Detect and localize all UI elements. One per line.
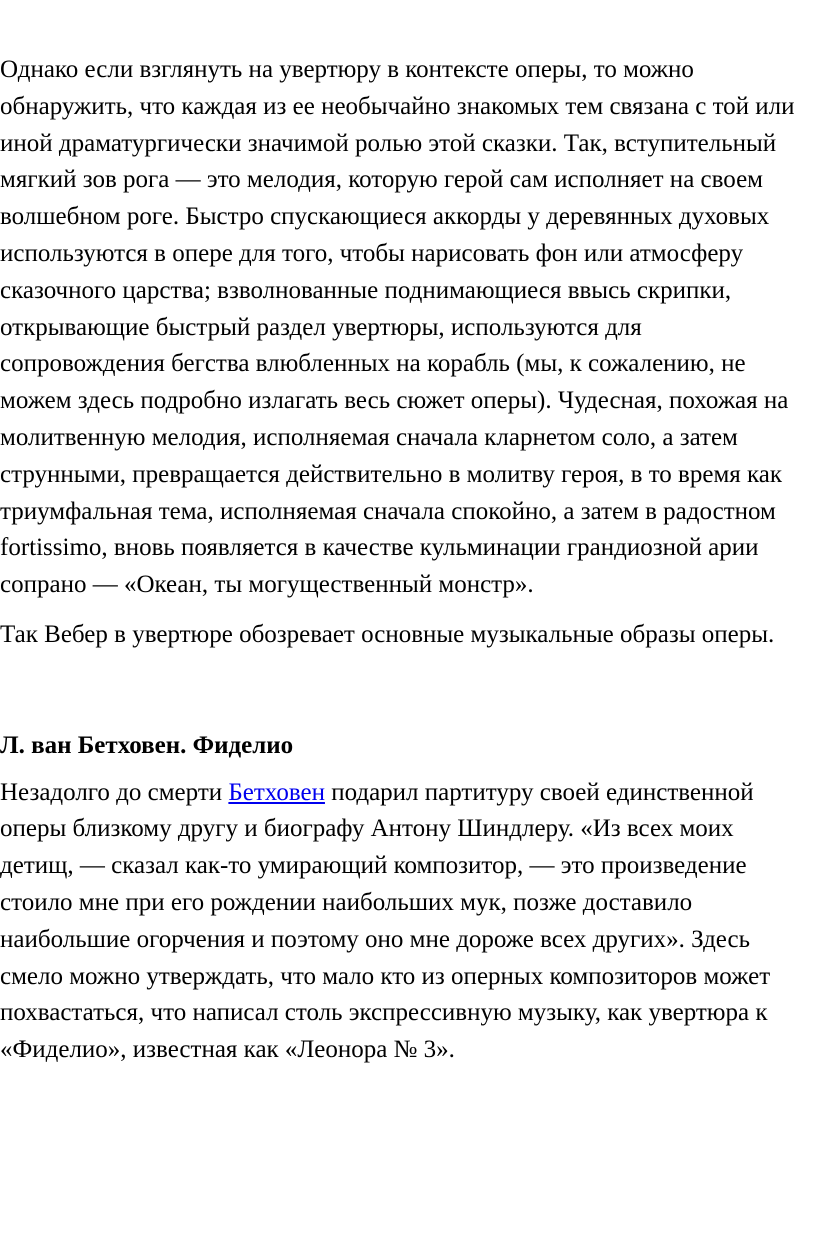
section-heading: Л. ван Бетховен. Фиделио	[0, 731, 294, 759]
paragraph-weber-summary: Так Вебер в увертюре обозревает основные музыкальные образы оперы.	[0, 620, 775, 648]
paragraph-weber-overture: Однако если взглянуть на увертюру в контексте оперы, то можно обнаружить, что каждая из ее необычайно знакомых тем связана с той или иной драматургически значимой ролью этой сказки. Так, вступительный мягкий зов рога — это мелодия, которую герой сам исполняет на своем волшебном роге. Быстро спускающиеся аккорды у деревянных духовых используются в опере для того, чтобы нарисовать фон или атмосферу сказочного царства; взволнованные поднимающиеся ввысь скрипки, открывающие быстрый раздел увертюры, используются для сопровождения бегства влюбленных на корабль (мы, к сожалению, не можем здесь подробно излагать весь сюжет оперы). Чудесная, похожая на молитвенную мелодия, исполняемая сначала кларнетом соло, а затем струнными, превращается действительно в молитву героя, в то время как триумфальная тема, исполняемая сначала спокойно, а затем в радостном fortissimo, вновь появляется в качестве кульминации грандиозной арии сопрано — «Океан, ты могущественный монстр».	[0, 56, 795, 599]
document-page	[0, 52, 812, 1069]
beethoven-link[interactable]: Бетховен	[228, 778, 325, 806]
paragraph-text-after-link: подарил партитуру своей единственной оперы близкому другу и биографу Антону Шиндлеру. «Из всех моих детищ, — сказал как-то умирающий композитор, — это произведение стоило мне при его рождении наибольших мук, позже доставило наибольшие огорчения и поэтому оно мне дороже всех других». Здесь смело можно утверждать, что мало кто из оперных композиторов может похвастаться, что написал столь экспрессивную музыку, как увертюра к «Фиделио», известная как «Леонора № 3».	[0, 778, 771, 1064]
paragraph-beethoven-fidelio	[0, 775, 812, 1069]
paragraph-text-before-link: Незадолго до смерти	[0, 778, 229, 806]
